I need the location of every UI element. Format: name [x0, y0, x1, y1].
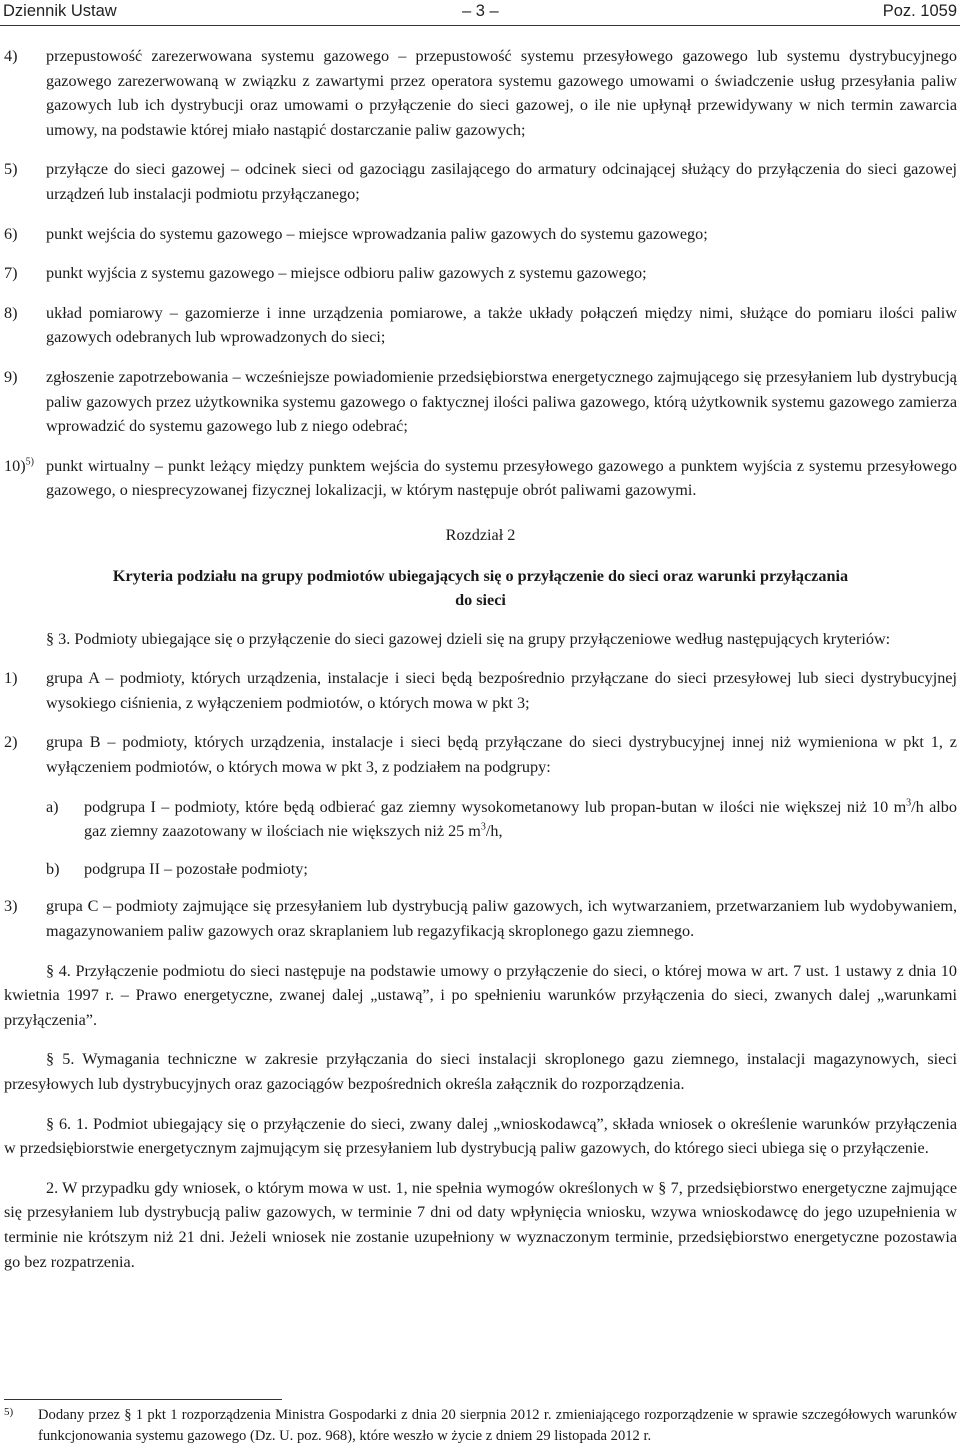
- item-text: punkt wyjścia z systemu gazowego – miejsce odbioru paliw gazowych z systemu gazowego;: [46, 264, 647, 283]
- paragraph-4: § 4. Przyłączenie podmiotu do sieci następuje na podstawie umowy o przyłączenie do sieci, o której mowa w art. 7 ust. 1 ustawy z dnia 10 kwietnia 1997 r. – Prawo energetyczne, zwanej dalej „ustawą”, i po spełnieniu warunków przyłączenia do sieci, zwanych dalej „warunkami przyłączenia”.: [4, 961, 957, 1029]
- subitem-text: [84, 798, 957, 841]
- definition-item: [4, 44, 957, 142]
- item-number: 1): [4, 669, 18, 688]
- footnote-text: Dodany przez § 1 pkt 1 rozporządzenia Ministra Gospodarki z dnia 20 sierpnia 2012 r. zmieniającego rozporządzenie w sprawie szczegółowych warunków funkcjonowania systemu gazowego (Dz. U. poz. 968), które weszło w życie z dniem 29 listopada 2012 r.: [38, 1407, 957, 1444]
- journal-name: Dziennik Ustaw: [3, 2, 117, 20]
- definition-item: [4, 301, 957, 350]
- subgroup-item: [4, 857, 957, 882]
- paragraph-6-2: 2. W przypadku gdy wniosek, o którym mowa w ust. 1, nie spełnia wymogów określonych w § 7, przedsiębiorstwo energetyczne zajmujące się przesyłaniem lub dystrybucją paliw gazowych, w terminie 7 dni od daty wpłynięcia wniosku, wzywa wnioskodawcę do jego uzupełnienia w terminie nie krótszym niż 21 dni. Jeżeli wniosek nie zostanie uzupełniony w wyznaczonym terminie, przedsiębiorstwo energetyczne pozostawia go bez rozpatrzenia.: [4, 1178, 957, 1271]
- item-number: 2): [4, 733, 18, 752]
- item-text: układ pomiarowy – gazomierze i inne urządzenia pomiarowe, a także układy połączeń między nimi, służące do pomiaru ilości paliw gazowych odebranych lub wprowadzonych do sieci;: [46, 303, 957, 347]
- group-item: [4, 666, 957, 715]
- paragraph-6-1: § 6. 1. Podmiot ubiegający się o przyłączenie do sieci, zwany dalej „wnioskodawcą”, składa wniosek o określenie warunków przyłączenia w przedsiębiorstwie energetycznym zajmującym się przesyłaniem lub dystrybucją paliw gazowych, do którego sieci ubiega się o przyłączenie.: [4, 1114, 957, 1158]
- footnote-reference: 5): [25, 456, 34, 468]
- superscript: 3: [480, 821, 486, 833]
- item-number: [4, 454, 34, 479]
- item-number: 6): [4, 224, 18, 243]
- subitem-text-part: /h,: [485, 822, 503, 841]
- chapter-title: Kryteria podziału na grupy podmiotów ubiegających się o przyłączenie do sieci oraz warunki przyłączania do sieci: [112, 566, 849, 610]
- superscript: 3: [906, 797, 912, 809]
- item-text: grupa B – podmioty, których urządzenia, instalacje i sieci będą przyłączane do sieci dystrybucyjnej innej niż wymieniona w pkt 1, z wyłączeniem podmiotów, o których mowa w pkt 3, z podziałem na podgrupy:: [46, 733, 957, 777]
- paragraph-5: § 5. Wymagania techniczne w zakresie przyłączania do sieci instalacji skroplonego gazu ziemnego, instalacji magazynowych, sieci przesyłowych lub dystrybucyjnych oraz gazociągów bezpośrednich określa załącznik do rozporządzenia.: [4, 1050, 957, 1093]
- page-header: [0, 0, 960, 26]
- item-text: zgłoszenie zapotrzebowania – wcześniejsze powiadomienie przedsiębiorstwa energetycznego zajmującego się przesyłaniem lub dystrybucją paliw gazowych przez użytkownika systemu gazowego o faktycznej ilości paliwa gazowego, którą użytkownik systemu gazowego zamierza wprowadzić do systemu gazowego lub z niego odebrać;: [46, 367, 957, 436]
- position-number: Poz. 1059: [882, 2, 957, 20]
- subitem-letter: a): [46, 797, 59, 816]
- definition-item: [4, 222, 957, 247]
- definition-item: [4, 261, 957, 286]
- header-rule: [0, 25, 960, 26]
- item-text: punkt wirtualny – punkt leżący między punktem wejścia do systemu przesyłowego gazowego a punktem wyjścia z systemu przesyłowego gazowego, o niesprecyzowanej fizycznej lokalizacji, w którym następuje obrót paliwami gazowymi.: [46, 456, 957, 500]
- footnote: [4, 1405, 957, 1447]
- item-number-text: 10): [4, 456, 26, 475]
- subitem-text: podgrupa II – pozostałe podmioty;: [84, 859, 308, 878]
- item-number: 7): [4, 264, 18, 283]
- item-number: 8): [4, 303, 18, 322]
- subitem-text-part: podgrupa I – podmioty, które będą odbierać gaz ziemny wysokometanowy lub propan-butan w ilości nie większej niż 10 m: [84, 797, 907, 816]
- item-text: przepustowość zarezerwowana systemu gazowego – przepustowość systemu przesyłowego gazowego lub systemu dystrybucyjnego gazowego zarezerwowaną w związku z zawartymi przez operatora systemu gazowego umowami o świadczenie usług przesyłania paliw gazowych lub ich dystrybucji oraz umowami o przyłączenie do sieci gazowej, o ile nie upłynął przewidywany w nich termin zawarcia umowy, na podstawie której miało nastąpić dostarczanie paliw gazowych;: [46, 47, 957, 139]
- item-text: grupa A – podmioty, których urządzenia, instalacje i sieci będą bezpośrednio przyłączane do sieci przesyłowej lub sieci dystrybucyjnej wysokiego ciśnienia, z wyłączeniem podmiotów, o których mowa w pkt 3;: [46, 669, 957, 712]
- item-number: 5): [4, 160, 18, 179]
- chapter-heading: Rozdział 2: [445, 525, 516, 544]
- document-body: [4, 44, 957, 1289]
- item-number: 3): [4, 897, 18, 916]
- item-text: grupa C – podmioty zajmujące się przesyłaniem lub dystrybucją paliw gazowych, ich wytwarzaniem, przetwarzaniem lub wydobywaniem, magazynowaniem paliw gazowych oraz skraplaniem lub regazyfikacją skroplonego gazu ziemnego.: [46, 897, 957, 941]
- group-item: [4, 894, 957, 943]
- item-number: 9): [4, 367, 18, 386]
- subitem-letter: b): [46, 859, 60, 878]
- definition-item-10: [4, 454, 957, 503]
- item-number: 4): [4, 47, 18, 65]
- footnote-number: 5): [4, 1406, 14, 1418]
- subitem-text-part: /h albo gaz ziemny zaazotowany w ilościach nie większych niż 25 m: [84, 797, 957, 841]
- page-number: – 3 –: [462, 2, 499, 20]
- paragraph-3: § 3. Podmioty ubiegające się o przyłączenie do sieci gazowej dzieli się na grupy przyłączeniowe według następujących kryteriów:: [46, 629, 891, 648]
- definition-item: [4, 365, 957, 439]
- definition-item: [4, 157, 957, 206]
- footnote-rule: [4, 1399, 282, 1400]
- subgroup-item: [4, 795, 957, 844]
- item-text: przyłącze do sieci gazowej – odcinek sieci od gazociągu zasilającego do armatury odcinającej służący do przyłączenia do sieci gazowej urządzeń lub instalacji podmiotu przyłączanego;: [46, 160, 957, 203]
- group-item: [4, 730, 957, 779]
- item-text: punkt wejścia do systemu gazowego – miejsce wprowadzania paliw gazowych do systemu gazowego;: [46, 224, 708, 243]
